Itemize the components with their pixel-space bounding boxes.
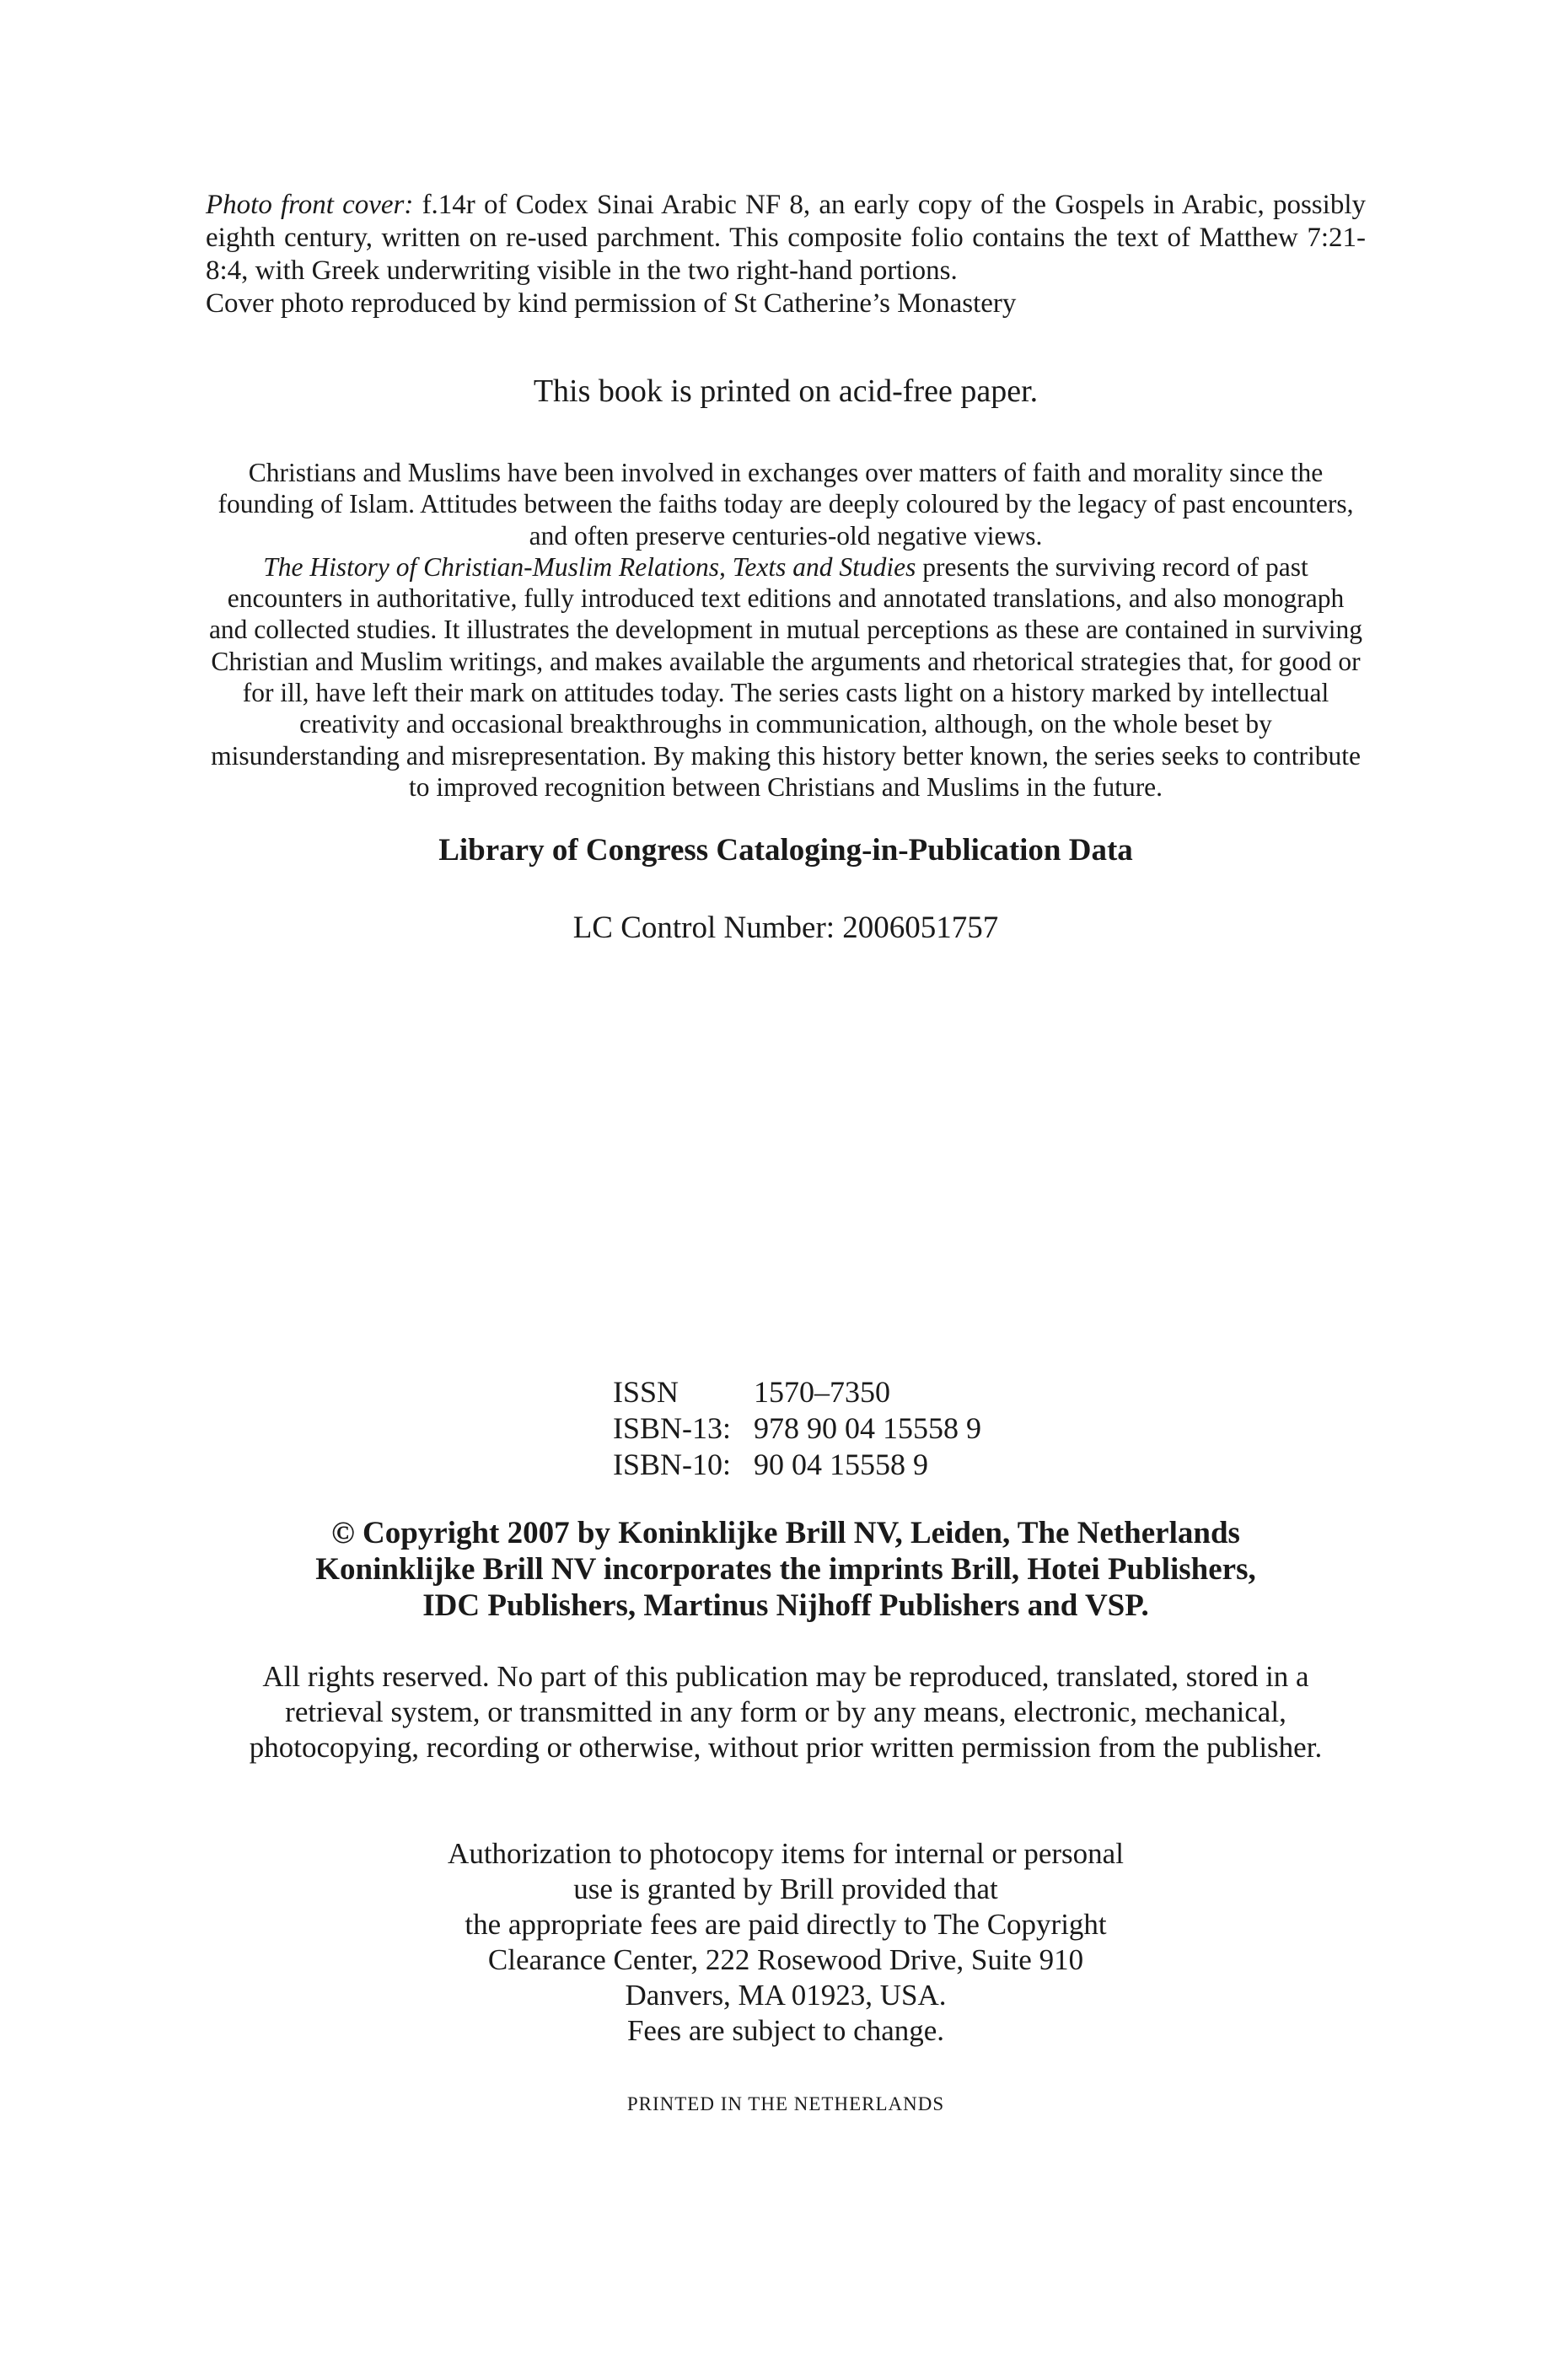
photocopy-authorization [206,1836,1366,2049]
identifier-row [613,1447,981,1483]
identifier-value: 978 90 04 15558 9 [754,1411,981,1445]
acid-free-notice: This book is printed on acid-free paper. [533,373,1039,409]
cover-caption [206,189,1366,287]
authorization-line: Danvers, MA 01923, USA. [625,1979,947,2012]
authorization-line: the appropriate fees are paid directly to The Copyright [465,1908,1107,1941]
imprints-line: IDC Publishers, Martinus Nijhoff Publishers and VSP. [422,1588,1149,1623]
cover-caption-lead: Photo front cover: [206,190,414,220]
identifier-row [613,1374,981,1410]
printed-in-notice: PRINTED IN THE NETHERLANDS [626,2093,945,2114]
series-intro: Christians and Muslims have been involved in exchanges over matters of faith and morality since the founding of Islam. Attitudes between the faiths today are deeply coloured by the legacy of past encounters, and often preserve centuries-old negative views. [218,458,1354,551]
copyright-notice [206,1515,1366,1624]
cover-caption-text: f.14r of Codex Sinai Arabic NF 8, an early copy of the Gospels in Arabic, possibly eighth century, written on re-used parchment. This composite folio contains the text of Matthew 7:21-8:4, with Greek underwriting visible in the two right-hand portions. [206,190,1366,286]
copyright-line: © Copyright 2007 by Koninklijke Brill NV, Leiden, The Netherlands [331,1516,1240,1550]
cover-permission: Cover photo reproduced by kind permission of St Catherine’s Monastery [206,288,1017,319]
cover-photo-note [206,189,1366,320]
lc-control-number: LC Control Number: 2006051757 [572,911,999,945]
authorization-line: Authorization to photocopy items for internal or personal [448,1837,1124,1870]
authorization-line: Fees are subject to change. [626,2014,945,2047]
identifier-value: 1570–7350 [754,1375,890,1409]
authorization-line: Clearance Center, 222 Rosewood Drive, Suite 910 [487,1943,1084,1976]
series-title: The History of Christian-Muslim Relations, Texts and Studies [263,551,916,582]
identifier-label: ISSN [613,1375,679,1409]
identifier-value: 90 04 15558 9 [754,1448,928,1481]
cip-heading: Library of Congress Cataloging-in-Publication Data [438,833,1133,868]
authorization-line: use is granted by Brill provided that [573,1872,998,1905]
identifiers-table [613,1374,981,1483]
series-body-paragraph [206,551,1366,803]
identifier-row [613,1410,981,1447]
rights-reserved-notice: All rights reserved. No part of this publication may be reproduced, translated, stored in a retrieval system, or transmitted in any form or by any means, electronic, mechanical, photocopying, recording or otherwise, without prior written permission from the publisher. [249,1660,1323,1764]
imprints-line: Koninklijke Brill NV incorporates the imprints Brill, Hotei Publishers, [315,1552,1256,1587]
series-body: presents the surviving record of past encounters in authoritative, fully introduced text editions and annotated translations, and also monograph and collected studies. It illustrates the development in mutual perceptions as these are contained in surviving Christian and Muslim writings, and makes available the arguments and rhetorical strategies that, for good or for ill, have left their mark on attitudes today. The series casts light on a history marked by intellectual creativity and occasional breakthroughs in communication, although, on the whole beset by misunderstanding and misrepresentation. By making this history better known, the series seeks to contribute to improved recognition between Christians and Muslims in the future. [208,551,1363,802]
identifier-label: ISBN-13: [613,1411,732,1445]
identifier-label: ISBN-10: [613,1448,732,1481]
series-description [206,457,1366,803]
